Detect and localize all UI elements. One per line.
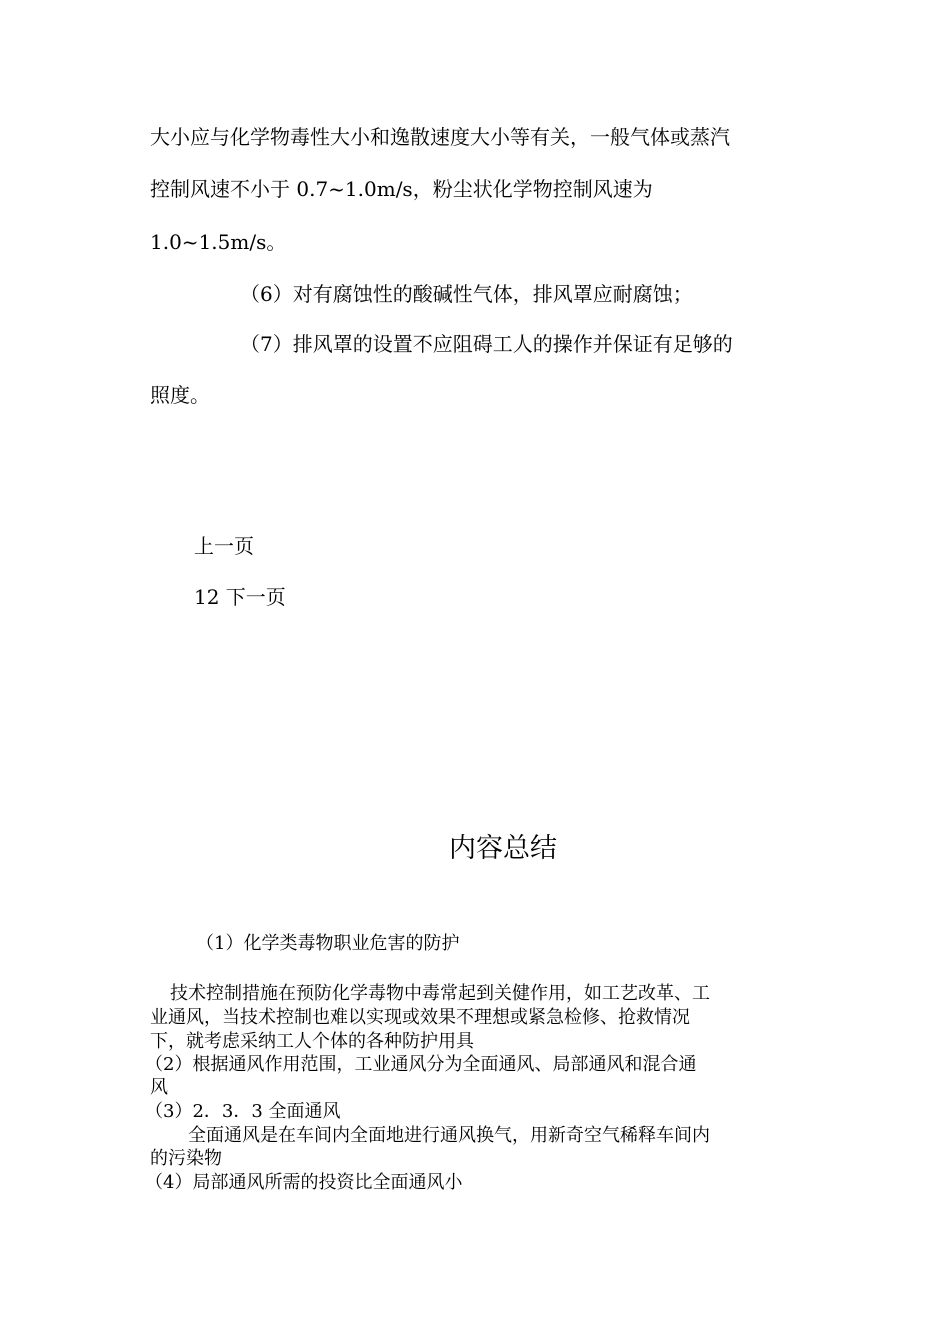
summary-line: （4）局部通风所需的投资比全面通风小 — [145, 1172, 463, 1193]
body-text-line: 大小应与化学物毒性大小和逸散速度大小等有关，一般气体或蒸汽 — [150, 125, 730, 149]
summary-line: 业通风，当技术控制也难以实现或效果不理想或紧急检修、抢救情况 — [150, 1007, 690, 1028]
prev-page-link[interactable]: 上一页 — [194, 534, 254, 558]
summary-line: 的污染物 — [150, 1148, 222, 1169]
summary-line: （2）根据通风作用范围，工业通风分为全面通风、局部通风和混合通 — [145, 1054, 697, 1075]
body-text-line: （6）对有腐蚀性的酸碱性气体，排风罩应耐腐蚀； — [240, 282, 693, 306]
summary-line: 全面通风是在车间内全面地进行通风换气，用新奇空气稀释车间内 — [188, 1125, 710, 1146]
summary-line: 风 — [150, 1077, 168, 1098]
summary-line: （1）化学类毒物职业危害的防护 — [196, 933, 460, 954]
summary-line: 下，就考虑采纳工人个体的各种防护用具 — [150, 1031, 474, 1052]
next-page-link[interactable]: 12 下一页 — [194, 585, 286, 609]
body-text-line: （7）排风罩的设置不应阻碍工人的操作并保证有足够的 — [240, 332, 733, 356]
body-text-line: 1.0~1.5m/s。 — [150, 230, 287, 254]
summary-line: （3）2．3．3 全面通风 — [145, 1101, 341, 1122]
summary-line: 技术控制措施在预防化学毒物中毒常起到关健作用，如工艺改革、工 — [170, 983, 710, 1004]
body-text-line: 照度。 — [150, 383, 210, 407]
summary-title: 内容总结 — [449, 833, 557, 864]
body-text-line: 控制风速不小于 0.7~1.0m/s，粉尘状化学物控制风速为 — [150, 177, 653, 201]
